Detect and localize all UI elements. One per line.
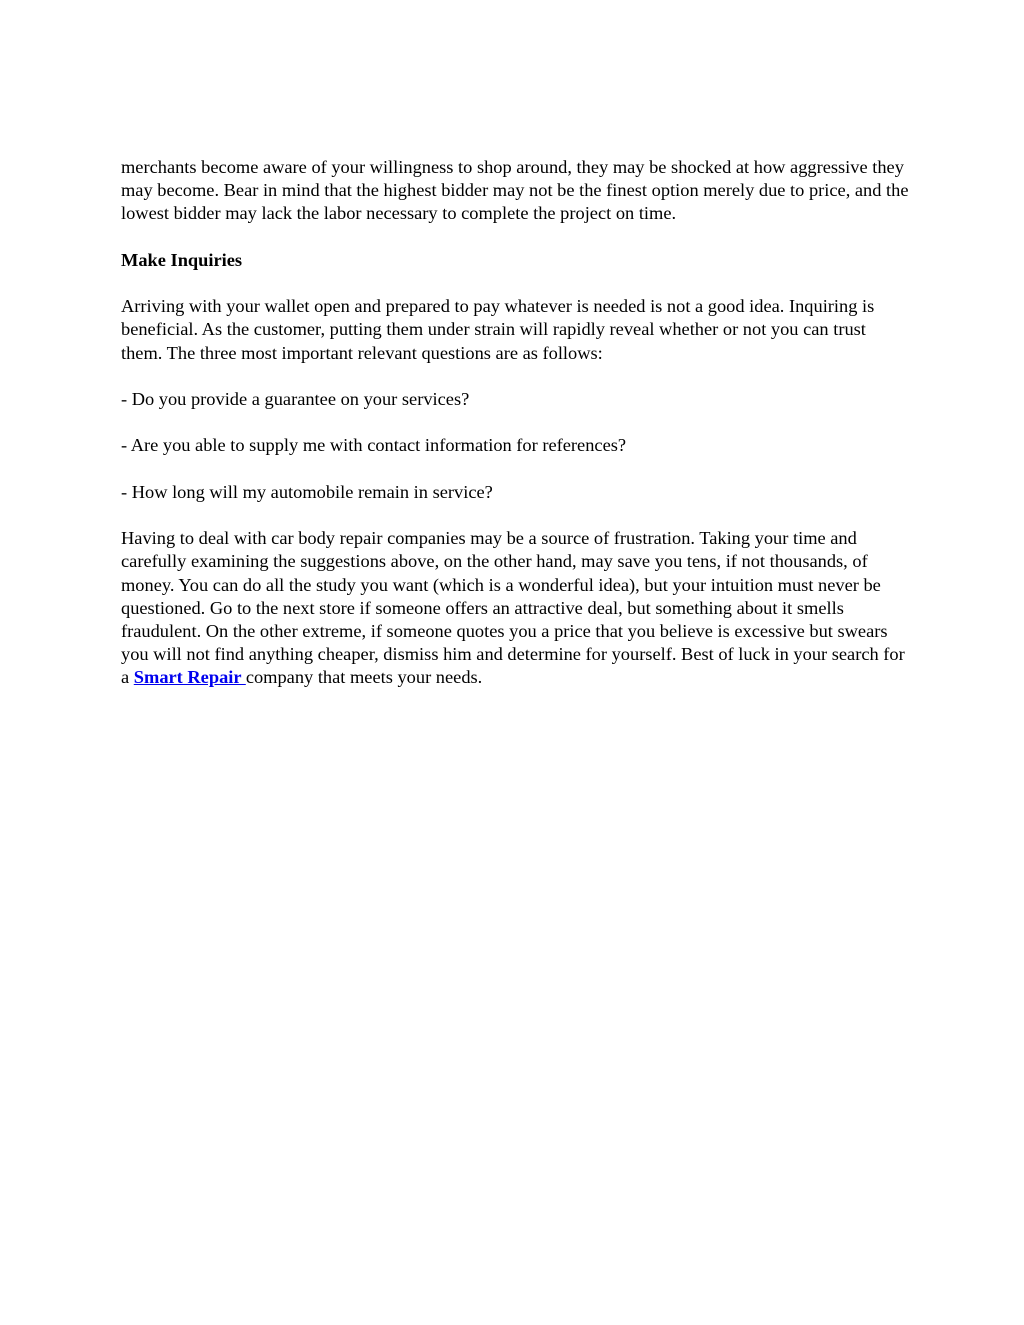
closing-paragraph [121, 527, 911, 689]
section-heading: Make Inquiries [121, 249, 243, 270]
document-page [121, 156, 911, 713]
question-item: - How long will my automobile remain in service? [121, 481, 493, 502]
closing-text-before-link: Having to deal with car body repair companies may be a source of frustration. Taking your time and carefully examining the suggestions above, on the other hand, may save you tens, if not thousands, of money. You can do all the study you want (which is a wonderful idea), but your intuition must never be questioned. Go to the next store if someone offers an attractive deal, but something about it smells fraudulent. On the other extreme, if someone quotes you a price that you believe is excessive but swears you will not find anything cheaper, dismiss him and determine for yourself. Best of luck in your search for a [121, 528, 905, 688]
inquiry-paragraph: Arriving with your wallet open and prepared to pay whatever is needed is not a good idea. Inquiring is beneficial. As the customer, putting them under strain will rapidly reveal whether or not you can trust them. The three most important relevant questions are as follows: [121, 296, 875, 363]
question-item: - Do you provide a guarantee on your services? [121, 388, 470, 409]
smart-repair-link[interactable]: Smart Repair [133, 667, 246, 688]
intro-paragraph: merchants become aware of your willingness to shop around, they may be shocked at how aggressive they may become. Bear in mind that the highest bidder may not be the finest option merely due to price, and the lowest bidder may lack the labor necessary to complete the project on time. [121, 157, 909, 224]
closing-text-after-link: company that meets your needs. [245, 667, 483, 688]
question-item: - Are you able to supply me with contact information for references? [121, 435, 627, 456]
